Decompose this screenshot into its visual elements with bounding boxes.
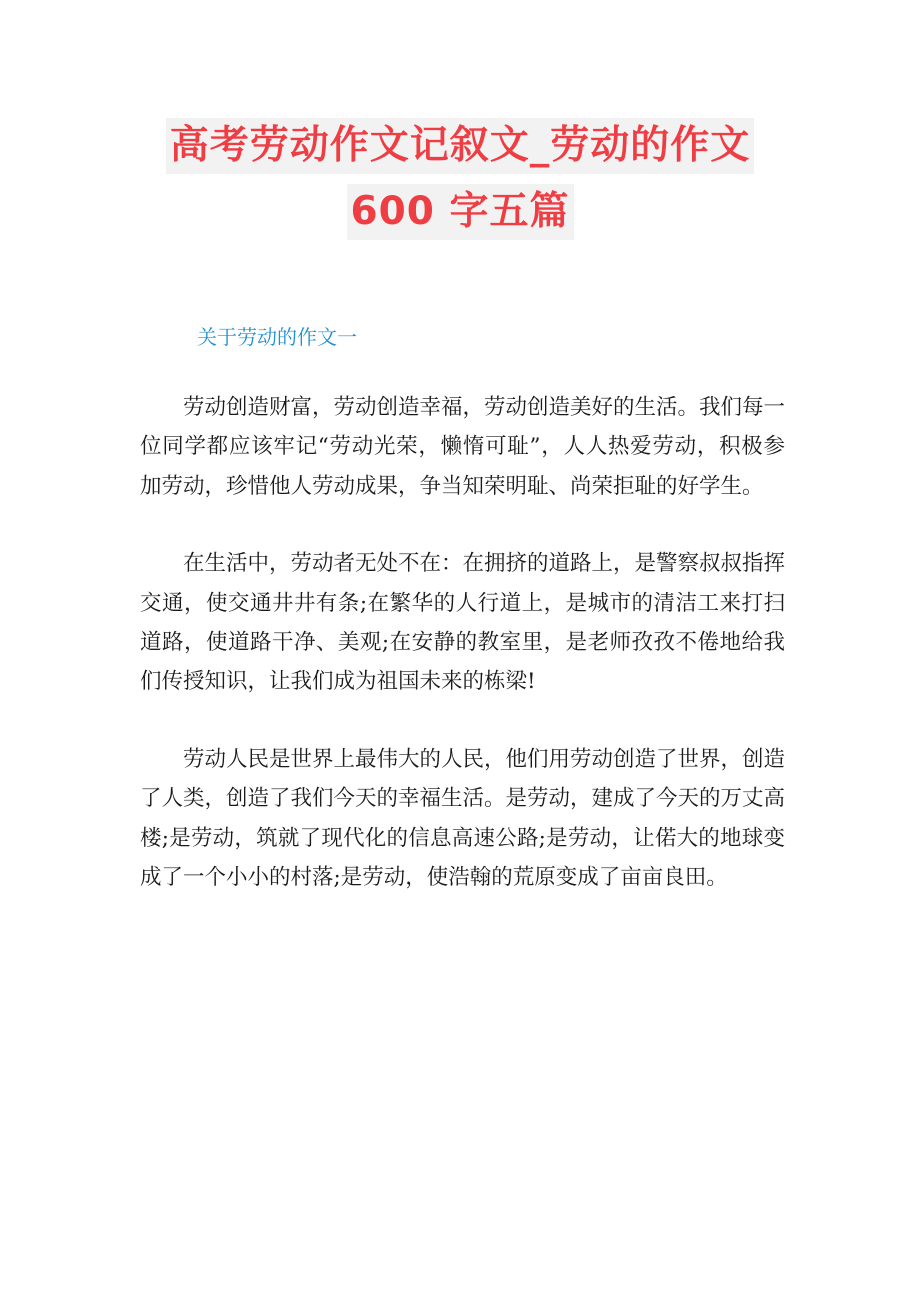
article-body	[140, 388, 785, 935]
paragraph-3: 劳动人民是世界上最伟大的人民，他们用劳动创造了世界，创造了人类，创造了我们今天的幸福生活。是劳动，建成了今天的万丈高楼;是劳动，筑就了现代化的信息高速公路;是劳动，让偌大的地球变成了一个小小的村落;是劳动，使浩翰的荒原变成了亩亩良田。	[140, 746, 786, 891]
title-line-1: 高考劳动作文记叙文_劳动的作文	[166, 118, 755, 174]
paragraph-2: 在生活中，劳动者无处不在：在拥挤的道路上，是警察叔叔指挥交通，使交通井井有条;在繁华的人行道上，是城市的清洁工来打扫道路，使道路干净、美观;在安静的教室里，是老师孜孜不倦地给我们传授知识，让我们成为祖国未来的栋梁!	[140, 551, 786, 695]
paragraph-1: 劳动创造财富，劳动创造幸福，劳动创造美好的生活。我们每一位同学都应该牢记“劳动光荣，懒惰可耻”，人人热爱劳动，积极参加劳动，珍惜他人劳动成果，争当知荣明耻、尚荣拒耻的好学生。	[140, 395, 786, 499]
title-line-2: 600 字五篇	[347, 184, 574, 240]
document-title	[0, 118, 920, 250]
section-heading: 关于劳动的作文一	[197, 325, 357, 349]
